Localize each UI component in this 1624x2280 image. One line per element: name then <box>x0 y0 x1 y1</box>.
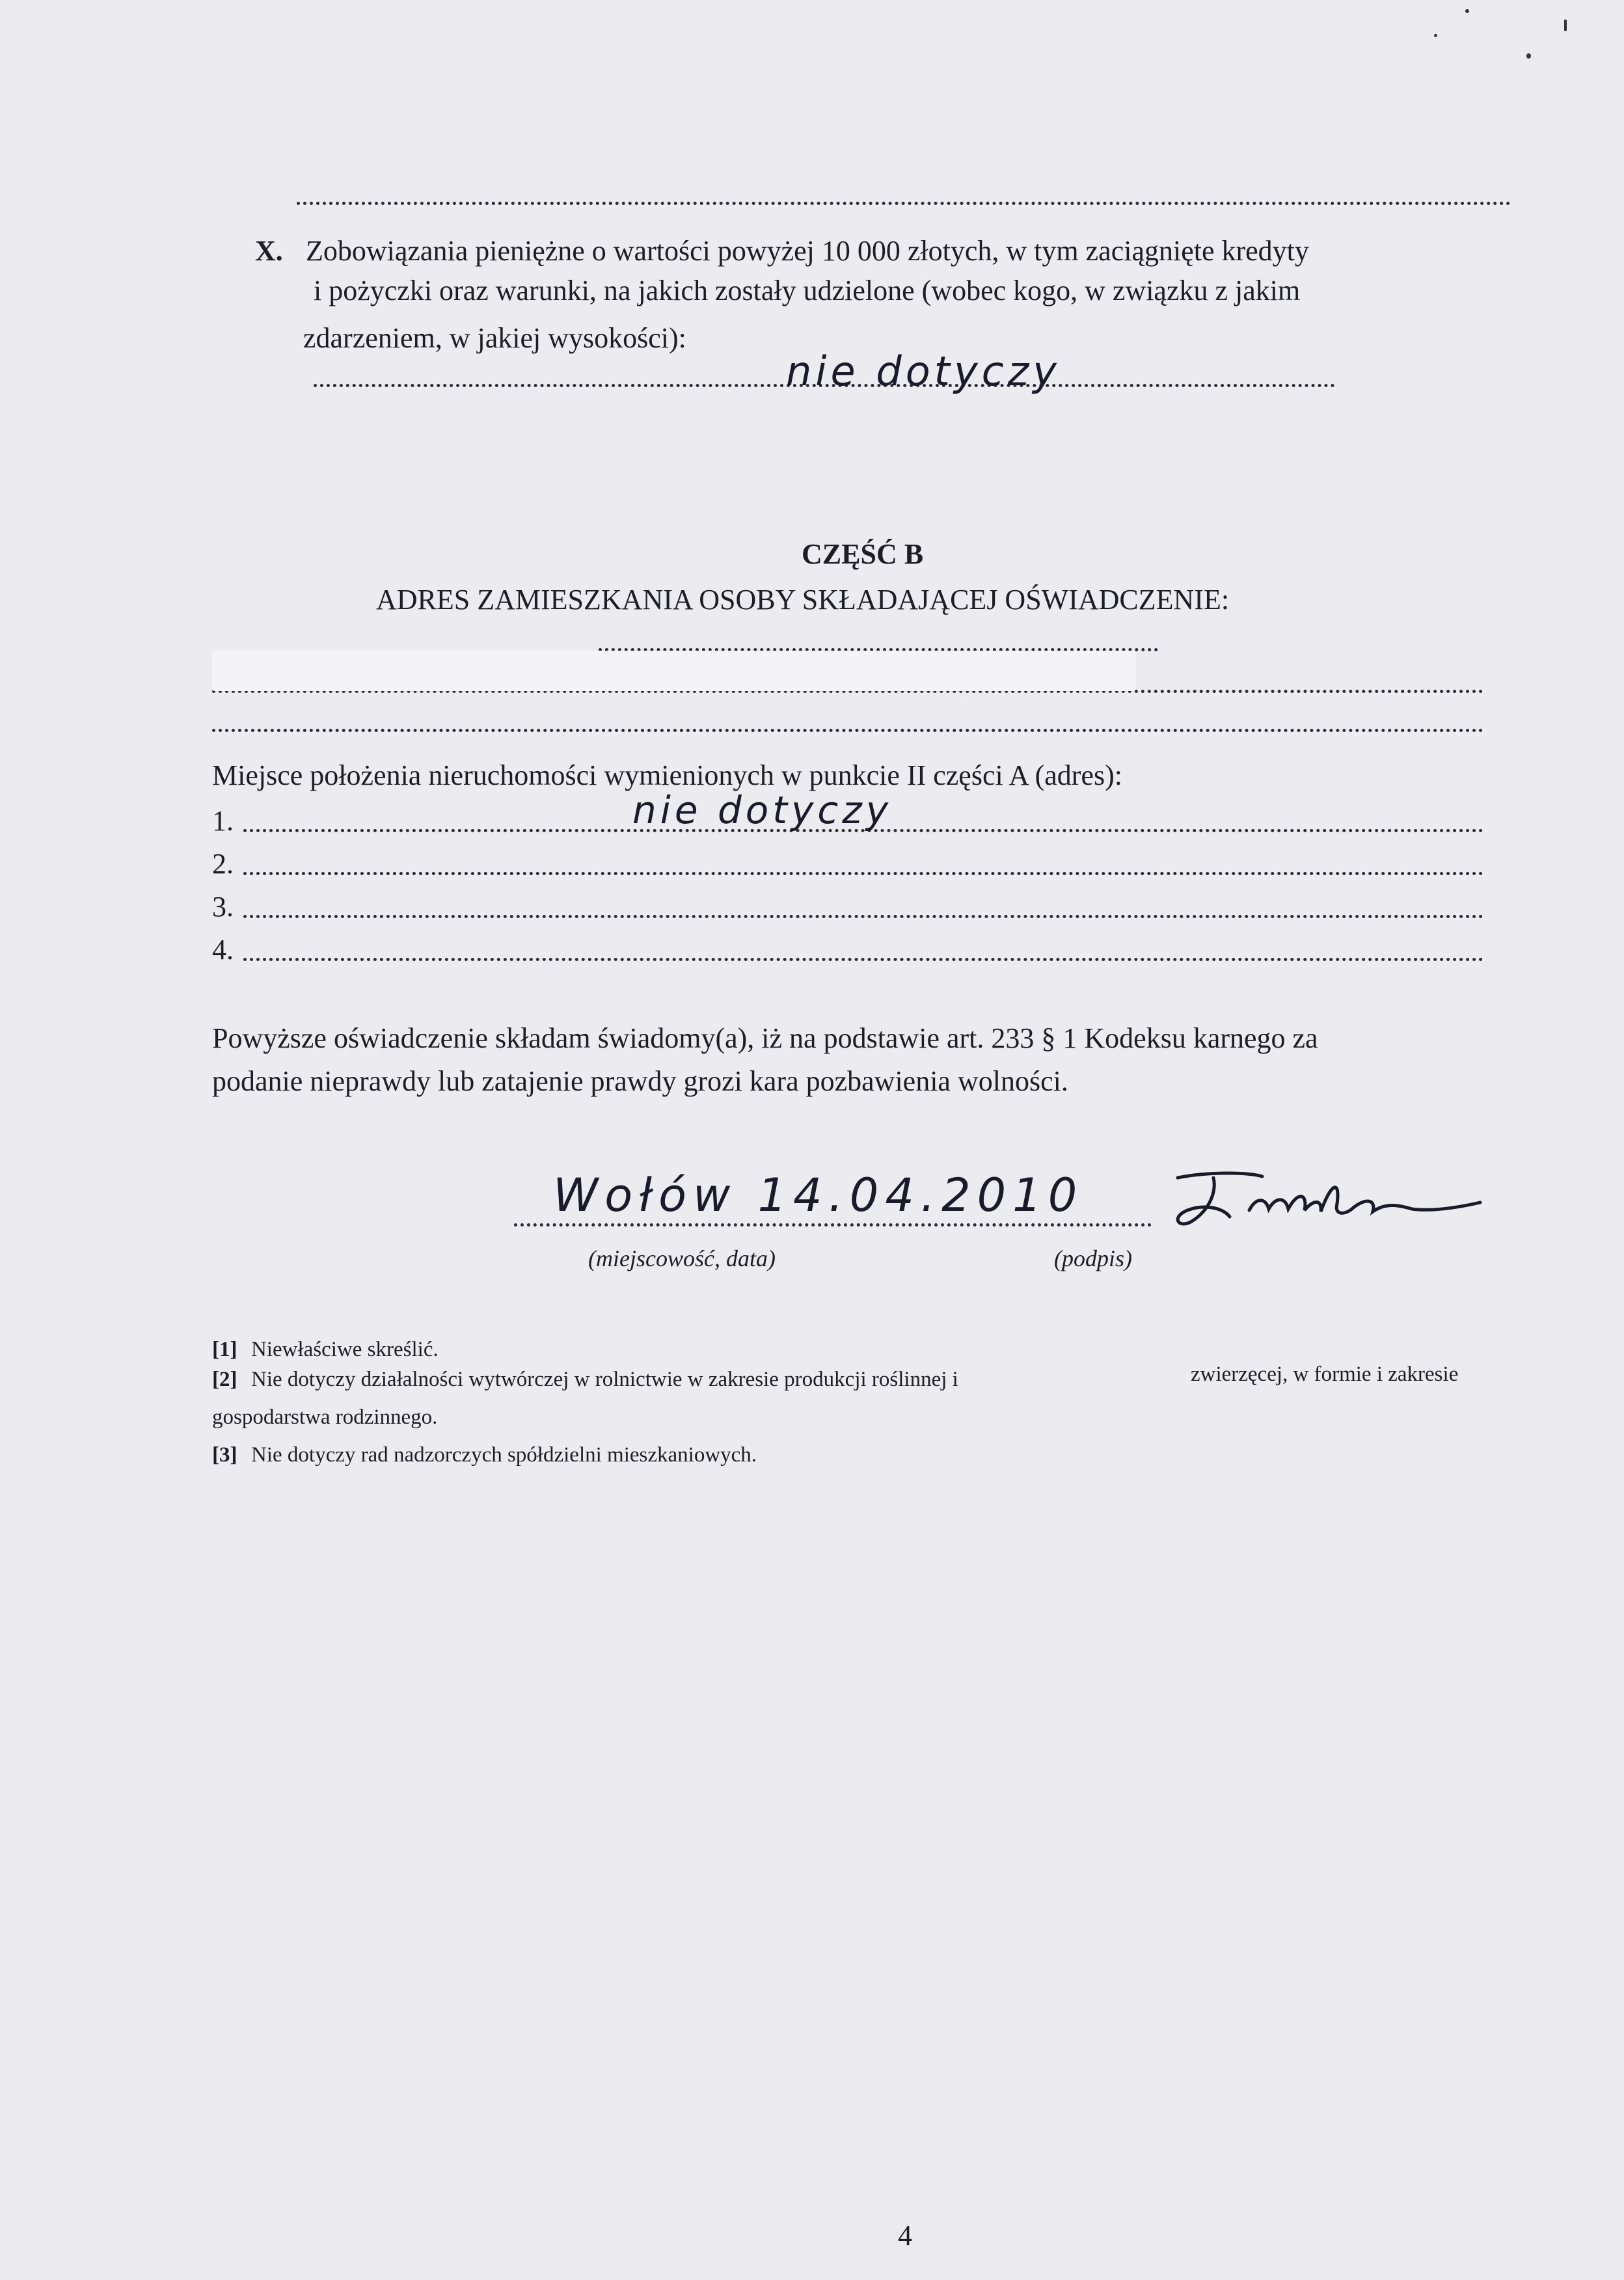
address-line-3 <box>212 729 1483 732</box>
section-x-line-1: Zobowiązania pieniężne o wartości powyżej 10 000 złotych, w tym zaciągnięte kredyty <box>306 235 1309 267</box>
place-date-caption: (miejscowość, data) <box>588 1245 776 1271</box>
statement-line-1: Powyższe oświadczenie składam świadomy(a), iż na podstawie art. 233 § 1 Kodeksu karnego za <box>212 1022 1318 1054</box>
signature-handwritten <box>1152 1165 1490 1236</box>
place-date-dotted-line <box>514 1223 1152 1227</box>
scan-speck <box>1526 53 1531 59</box>
property-item-4: 4. <box>212 934 234 966</box>
footnote-2-num: [2] <box>212 1368 237 1391</box>
page-number: 4 <box>898 2219 912 2251</box>
property-item-3: 3. <box>212 891 234 923</box>
signature-caption: (podpis) <box>1054 1245 1132 1271</box>
part-b-subtitle: ADRES ZAMIESZKANIA OSOBY SKŁADAJĄCEJ OŚWIADCZENIE: <box>376 584 1230 616</box>
property-handwritten-answer: nie dotyczy <box>632 788 893 832</box>
footnote-2-text: Nie dotyczy działalności wytwórczej w rolnictwie w zakresie produkcji roślinnej i <box>251 1368 958 1391</box>
footnote-3-num: [3] <box>212 1443 237 1467</box>
property-label: Miejsce położenia nieruchomości wymienionych w punkcie II części A (adres): <box>212 759 1122 791</box>
section-x-handwritten-answer: nie dotyczy <box>786 347 1061 395</box>
section-x-top-dotted-line <box>297 202 1511 205</box>
footnote-2-text-right: zwierzęcej, w formie i zakresie <box>1191 1363 1459 1386</box>
scan-speck <box>1465 9 1469 13</box>
place-date-handwritten: Wołów 14.04.2010 <box>553 1169 1084 1222</box>
property-item-2: 2. <box>212 848 234 880</box>
property-item-1: 1. <box>212 805 234 837</box>
statement-line-2: podanie nieprawdy lub zatajenie prawdy grozi kara pozbawienia wolności. <box>212 1065 1068 1097</box>
part-b-title: CZĘŚĆ B <box>802 538 924 570</box>
address-redaction <box>212 651 1136 691</box>
section-x-line-3: zdarzeniem, w jakiej wysokości): <box>303 322 686 354</box>
section-x-marker: X. <box>255 235 283 267</box>
scan-speck <box>1564 20 1567 31</box>
property-line-3 <box>243 915 1483 918</box>
footnote-3-text: Nie dotyczy rad nadzorczych spółdzielni mieszkaniowych. <box>251 1443 757 1467</box>
property-line-4 <box>243 958 1483 961</box>
footnote-2-text-cont: gospodarstwa rodzinnego. <box>212 1405 438 1429</box>
scan-speck <box>1434 34 1437 37</box>
property-line-2 <box>243 872 1483 875</box>
footnote-1-num: [1] <box>212 1338 237 1361</box>
footnote-1-text: Niewłaściwe skreślić. <box>251 1338 439 1361</box>
section-x-line-2: i pożyczki oraz warunki, na jakich zostały udzielone (wobec kogo, w związku z jakim <box>314 275 1301 306</box>
